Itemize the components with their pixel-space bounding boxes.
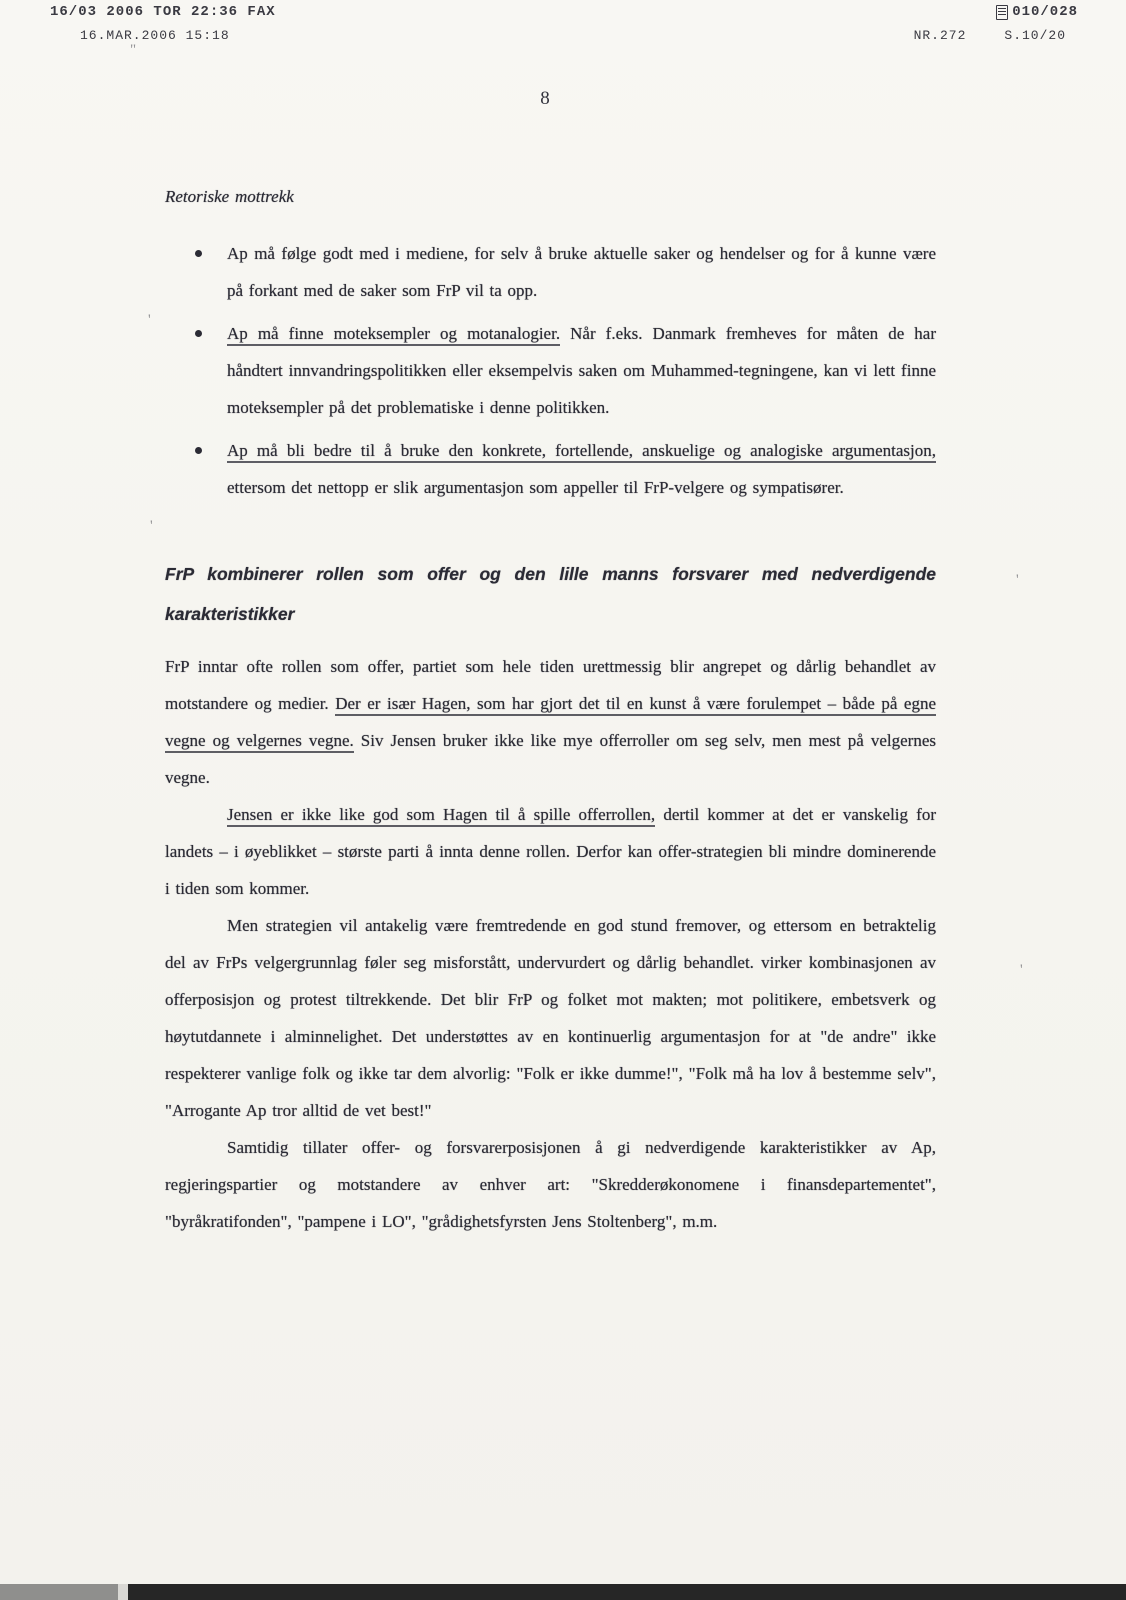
bullet-text xyxy=(227,441,936,497)
underlined-phrase: Ap må finne moteksempler og motanalogier. xyxy=(227,324,560,346)
underlined-phrase: Ap må bli bedre til å bruke den konkrete, fortellende, anskuelige og analogiske argumentasjon, xyxy=(227,441,936,463)
scan-artifact: ' xyxy=(148,312,151,328)
paragraph xyxy=(165,796,936,907)
scan-bottom-edge-light-segment xyxy=(0,1584,118,1600)
section-heading-retoriske-mottrekk: Retoriske mottrekk xyxy=(165,187,294,206)
fax-header-row-2 xyxy=(0,26,1126,48)
scan-artifact: ' xyxy=(1016,572,1019,588)
document-body xyxy=(165,178,936,1240)
fax-page-counter xyxy=(996,4,1078,20)
fax-document-icon xyxy=(996,5,1008,20)
scan-artifact: " xyxy=(130,42,137,58)
scan-artifact: ' xyxy=(1020,962,1023,978)
fax-date-time: 16.MAR.2006 15:18 xyxy=(80,28,230,43)
fax-page-count: 010/028 xyxy=(1012,4,1078,20)
bullet-list xyxy=(165,235,936,506)
bullet-dot-icon xyxy=(195,330,202,337)
fax-number: NR.272 xyxy=(913,28,967,43)
bullet-item xyxy=(165,235,936,309)
paragraph-text: dertil kommer at det er vanskelig for landets – i øyeblikket – største parti å innta denne rollen. Derfor kan offer-strategien bli mindre dominerende i tiden som kommer. xyxy=(165,805,936,898)
underlined-phrase: Jensen er ikke like god som Hagen til å spille offerrollen, xyxy=(227,805,655,827)
scan-bottom-edge xyxy=(0,1584,1126,1600)
fax-timestamp: 16/03 2006 TOR 22:36 FAX xyxy=(50,4,276,20)
bullet-dot-icon xyxy=(195,250,202,257)
scan-artifact: ' xyxy=(150,518,153,534)
fax-sheet-number: S.10/20 xyxy=(1004,28,1066,43)
paragraph xyxy=(165,648,936,796)
bullet-text xyxy=(227,324,936,417)
fax-header-row-1 xyxy=(0,4,1126,26)
paragraph-text: FrP inntar ofte rollen som offer, partiet som hele tiden urettmessig blir angrepet og dårlig behandlet av motstandere og medier. xyxy=(165,657,936,713)
underlined-phrase: Der er især Hagen, som har gjort det til en kunst å være forulempet – både på egne vegne og velgernes vegne. xyxy=(165,694,936,753)
bullet-item xyxy=(165,315,936,426)
bullet-text-rest: ettersom det nettopp er slik argumentasjon som appeller til FrP-velgere og sympatisører. xyxy=(227,478,844,497)
fax-meta xyxy=(914,28,1066,43)
fax-header xyxy=(0,4,1126,48)
bullet-text: Ap må følge godt med i mediene, for selv å bruke aktuelle saker og hendelser og for å kunne være på forkant med de saker som FrP vil ta opp. xyxy=(227,244,936,300)
paragraph: Men strategien vil antakelig være fremtredende en god stund fremover, og ettersom en betraktelig del av FrPs velgergrunnlag føler seg misforstått, undervurdert og dårlig behandlet. virker kombinasjonen av offerposisjon og protest tiltrekkende. Det blir FrP og folket mot makten; mot politikere, embetsverk og høytutdannete i alminnelighet. Det understøttes av en kontinuerlig argumentasjon for at "de andre" ikke respekterer vanlige folk og ikke tar dem alvorlig: "Folk er ikke dumme!", "Folk må ha lov å bestemme selv", "Arrogante Ap tror alltid de vet best!" xyxy=(165,916,936,1120)
page-number: 8 xyxy=(540,88,550,109)
bullet-item xyxy=(165,432,936,506)
paragraph: Samtidig tillater offer- og forsvarerposisjonen å gi nedverdigende karakteristikker av Ap, regjeringspartier og motstandere av enhver art: "Skredderøkonomene i finansdepartementet", "byråkratifonden", "pampene i LO", "grådighetsfyrsten Jens Stoltenberg", m.m. xyxy=(165,1138,936,1231)
paragraph-text: Siv Jensen bruker ikke like mye offerroller om seg selv, men mest på velgernes vegne. xyxy=(165,731,936,787)
bullet-text-rest: Når f.eks. Danmark fremheves for måten de har håndtert innvandringspolitikken eller eksempelvis saken om Muhammed-tegningene, kan vi lett finne moteksempler på det problematiske i denne politikken. xyxy=(227,324,936,417)
bullet-dot-icon xyxy=(195,447,202,454)
scan-bottom-edge-gap xyxy=(118,1584,128,1600)
section-heading-frp-kombinerer: FrP kombinerer rollen som offer og den lille manns forsvarer med nedverdigende karakteristikker xyxy=(165,564,936,624)
